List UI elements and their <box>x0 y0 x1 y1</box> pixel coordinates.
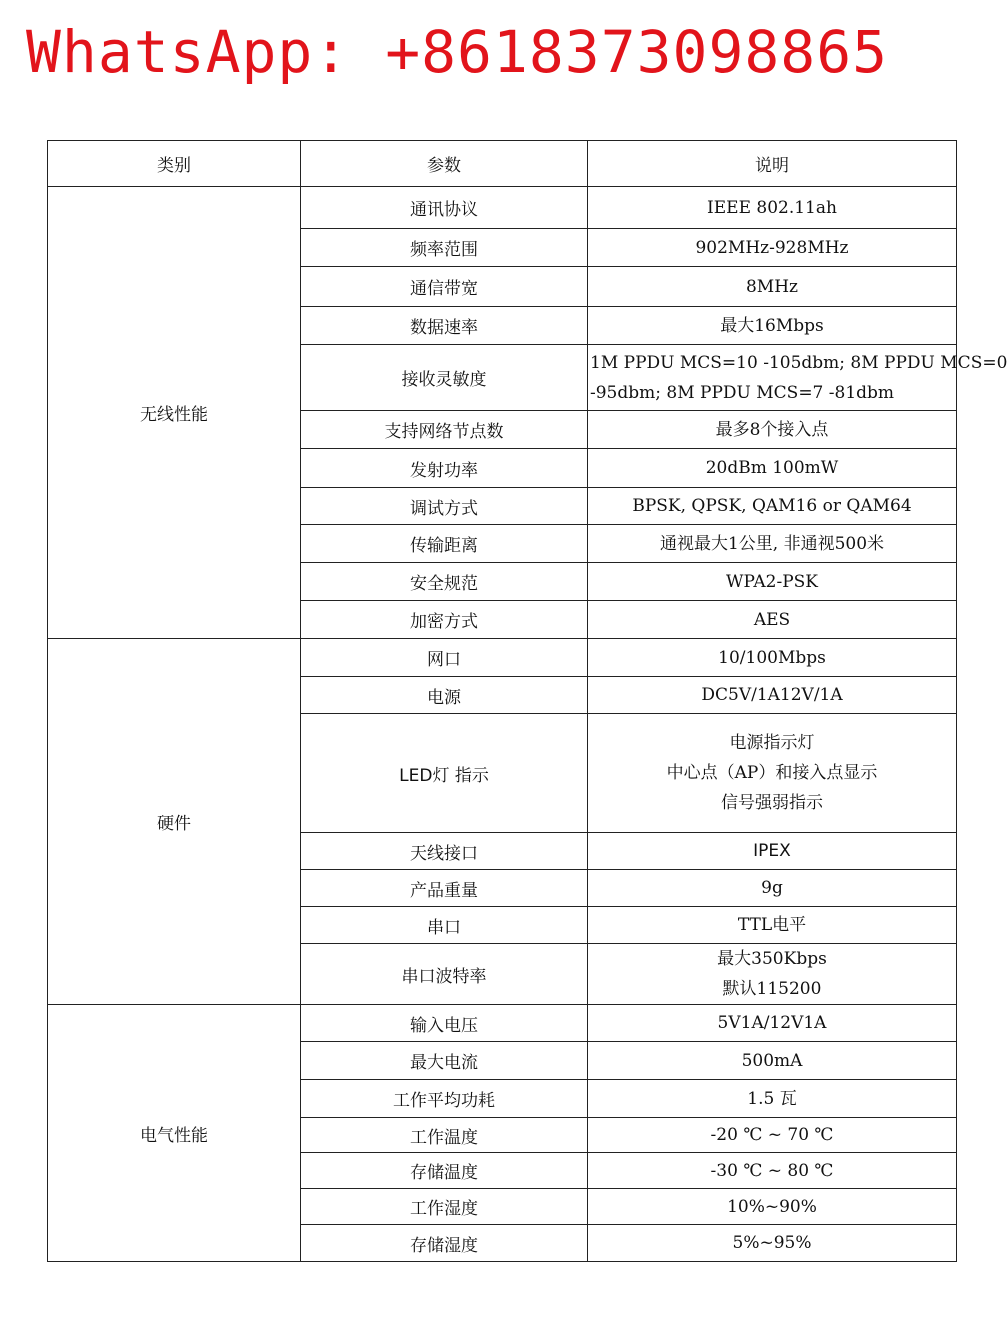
description-cell <box>588 449 957 488</box>
description-line: 8MHz <box>745 276 798 297</box>
description-line: IEEE 802.11ah <box>707 197 837 218</box>
parameter-cell: 安全规范 <box>301 563 588 601</box>
parameter-cell: 频率范围 <box>301 229 588 267</box>
description-cell <box>588 907 957 944</box>
description-cell <box>588 870 957 907</box>
description-line: 中心点（AP）和接入点显示 <box>666 763 878 783</box>
description-cell <box>588 1189 957 1225</box>
table-row <box>48 1005 957 1042</box>
header-parameter: 参数 <box>301 141 588 187</box>
parameter-cell: 传输距离 <box>301 525 588 563</box>
header-row <box>48 141 957 187</box>
description-line: TTL电平 <box>737 915 807 935</box>
header-description: 说明 <box>588 141 957 187</box>
parameter-cell: 通讯协议 <box>301 187 588 229</box>
parameter-cell: 电源 <box>301 677 588 714</box>
description-line: 1.5 瓦 <box>747 1088 797 1109</box>
parameter-cell: 存储温度 <box>301 1153 588 1189</box>
description-line: 10%~90% <box>727 1196 817 1217</box>
description-line: BPSK, QPSK, QAM16 or QAM64 <box>632 496 912 516</box>
description-line: 最大16Mbps <box>720 315 824 336</box>
description-line: 最多8个接入点 <box>715 419 829 440</box>
description-line: WPA2-PSK <box>726 571 818 592</box>
category-cell: 硬件 <box>48 639 301 1005</box>
description-cell <box>588 833 957 870</box>
description-line: -95dbm; 8M PPDU MCS=7 -81dbm <box>590 382 895 403</box>
parameter-cell: 数据速率 <box>301 307 588 345</box>
parameter-cell: LED灯 指示 <box>301 714 588 833</box>
description-cell <box>588 639 957 677</box>
description-line: -20 ℃ ~ 70 ℃ <box>710 1125 834 1145</box>
header-category: 类别 <box>48 141 301 187</box>
description-cell <box>588 1118 957 1153</box>
description-cell <box>588 229 957 267</box>
parameter-cell: 天线接口 <box>301 833 588 870</box>
parameter-cell: 工作平均功耗 <box>301 1080 588 1118</box>
parameter-cell: 产品重量 <box>301 870 588 907</box>
description-line: 电源指示灯 <box>729 733 815 753</box>
description-cell <box>588 601 957 639</box>
description-line: 1M PPDU MCS=10 -105dbm; 8M PPDU MCS=0 <box>590 352 1007 373</box>
description-line: 最大350Kbps <box>717 949 827 969</box>
parameter-cell: 串口 <box>301 907 588 944</box>
parameter-cell: 输入电压 <box>301 1005 588 1042</box>
table-row <box>48 187 957 229</box>
parameter-cell: 支持网络节点数 <box>301 411 588 449</box>
parameter-cell: 通信带宽 <box>301 267 588 307</box>
description-line: 5%~95% <box>732 1233 812 1253</box>
description-line: DC5V/1A12V/1A <box>701 685 843 705</box>
description-cell <box>588 411 957 449</box>
description-line: 默认115200 <box>722 979 822 999</box>
parameter-cell: 串口波特率 <box>301 944 588 1005</box>
description-line: 5V1A/12V1A <box>717 1013 827 1033</box>
parameter-cell: 工作湿度 <box>301 1189 588 1225</box>
parameter-cell: 加密方式 <box>301 601 588 639</box>
description-line: 902MHz-928MHz <box>695 237 849 258</box>
description-cell <box>588 944 957 1005</box>
description-cell <box>588 1225 957 1262</box>
spec-table <box>47 140 1007 1262</box>
description-cell <box>588 267 957 307</box>
description-line: IPEX <box>753 841 791 861</box>
description-line: 通视最大1公里, 非通视500米 <box>659 533 885 554</box>
description-line: 信号强弱指示 <box>721 793 823 813</box>
description-cell <box>588 563 957 601</box>
description-line: AES <box>753 609 791 630</box>
parameter-cell: 最大电流 <box>301 1042 588 1080</box>
spec-body <box>48 187 1007 1262</box>
description-cell <box>588 307 957 345</box>
parameter-cell: 工作温度 <box>301 1118 588 1153</box>
description-cell <box>588 488 957 525</box>
description-line: 10/100Mbps <box>718 647 826 668</box>
description-line: 500mA <box>741 1050 803 1071</box>
category-cell: 无线性能 <box>48 187 301 639</box>
description-line: 20dBm 100mW <box>705 458 839 478</box>
parameter-cell: 发射功率 <box>301 449 588 488</box>
whatsapp-banner: WhatsApp: +8618373098865 <box>26 18 889 86</box>
description-cell <box>588 1042 957 1080</box>
parameter-cell: 调试方式 <box>301 488 588 525</box>
description-cell <box>588 525 957 563</box>
table-row <box>48 639 957 677</box>
parameter-cell: 接收灵敏度 <box>301 345 588 411</box>
description-line: 9g <box>761 878 783 898</box>
description-line: -30 ℃ ~ 80 ℃ <box>710 1160 834 1181</box>
parameter-cell: 网口 <box>301 639 588 677</box>
description-cell <box>588 1153 957 1189</box>
parameter-cell: 存储湿度 <box>301 1225 588 1262</box>
description-cell <box>588 714 957 833</box>
description-cell <box>588 1005 957 1042</box>
description-cell <box>588 187 957 229</box>
description-cell <box>588 677 957 714</box>
description-cell <box>588 1080 957 1118</box>
description-cell <box>588 345 1007 411</box>
category-cell: 电气性能 <box>48 1005 301 1262</box>
